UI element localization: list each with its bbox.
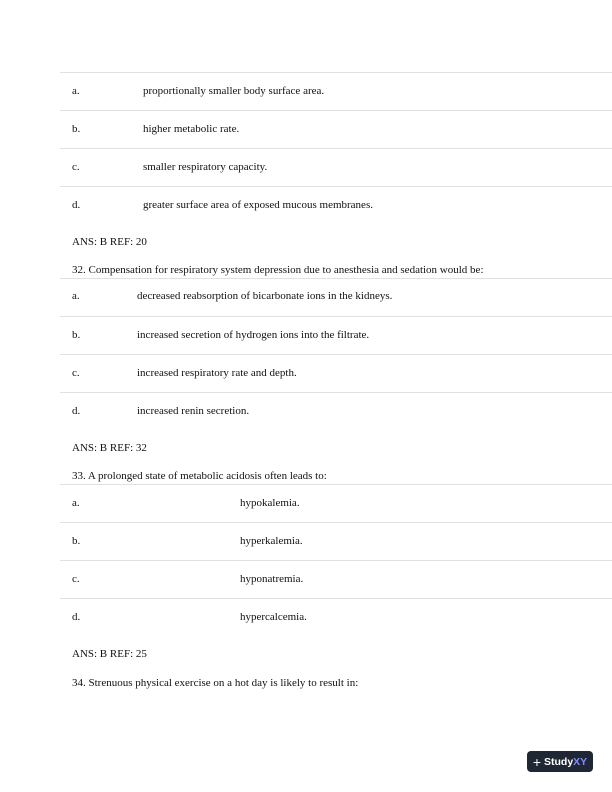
badge-study: Study xyxy=(544,755,574,768)
option-letter: b. xyxy=(72,329,81,341)
studyxy-badge[interactable] xyxy=(527,751,593,772)
option-row xyxy=(60,560,612,598)
option-letter: a. xyxy=(72,290,80,302)
option-row xyxy=(60,316,612,354)
badge-brand xyxy=(544,756,587,768)
option-row xyxy=(60,354,612,392)
q32-options-table xyxy=(60,278,612,430)
option-row xyxy=(60,392,612,430)
q33-question: 33. A prolonged state of metabolic acidosis often leads to: xyxy=(72,470,327,482)
option-letter: a. xyxy=(72,85,80,97)
q33-options-table xyxy=(60,484,612,636)
option-text: proportionally smaller body surface area. xyxy=(143,85,325,97)
option-letter: c. xyxy=(72,367,80,379)
option-text: increased respiratory rate and depth. xyxy=(137,367,297,379)
option-text: increased renin secretion. xyxy=(137,405,250,417)
q33-answer: ANS: B REF: 25 xyxy=(72,648,147,660)
q31-options-table xyxy=(60,72,612,224)
option-text: hypokalemia. xyxy=(240,497,300,509)
option-text: hyponatremia. xyxy=(240,573,304,585)
option-text: smaller respiratory capacity. xyxy=(143,161,268,173)
option-letter: b. xyxy=(72,123,81,135)
option-letter: d. xyxy=(72,611,81,623)
option-row xyxy=(60,72,612,110)
plus-icon: + xyxy=(532,753,541,770)
option-row xyxy=(60,278,612,316)
option-row xyxy=(60,522,612,560)
option-row xyxy=(60,484,612,522)
q32-answer: ANS: B REF: 32 xyxy=(72,442,147,454)
option-letter: b. xyxy=(72,535,81,547)
q32-question: 32. Compensation for respiratory system depression due to anesthesia and sedation would be: xyxy=(72,264,484,276)
option-letter: c. xyxy=(72,161,80,173)
option-row xyxy=(60,186,612,224)
option-row xyxy=(60,598,612,636)
badge-xy: XY xyxy=(573,755,588,768)
option-text: decreased reabsorption of bicarbonate ions in the kidneys. xyxy=(137,290,393,302)
option-letter: d. xyxy=(72,199,81,211)
option-letter: c. xyxy=(72,573,80,585)
option-text: hypercalcemia. xyxy=(240,611,307,623)
q31-answer: ANS: B REF: 20 xyxy=(72,236,147,248)
option-letter: d. xyxy=(72,405,81,417)
option-text: hyperkalemia. xyxy=(240,535,303,547)
option-row xyxy=(60,110,612,148)
option-text: increased secretion of hydrogen ions into the filtrate. xyxy=(137,329,370,341)
option-text: higher metabolic rate. xyxy=(143,123,240,135)
option-row xyxy=(60,148,612,186)
q34-question: 34. Strenuous physical exercise on a hot day is likely to result in: xyxy=(72,677,359,689)
option-text: greater surface area of exposed mucous membranes. xyxy=(143,199,373,211)
option-letter: a. xyxy=(72,497,80,509)
